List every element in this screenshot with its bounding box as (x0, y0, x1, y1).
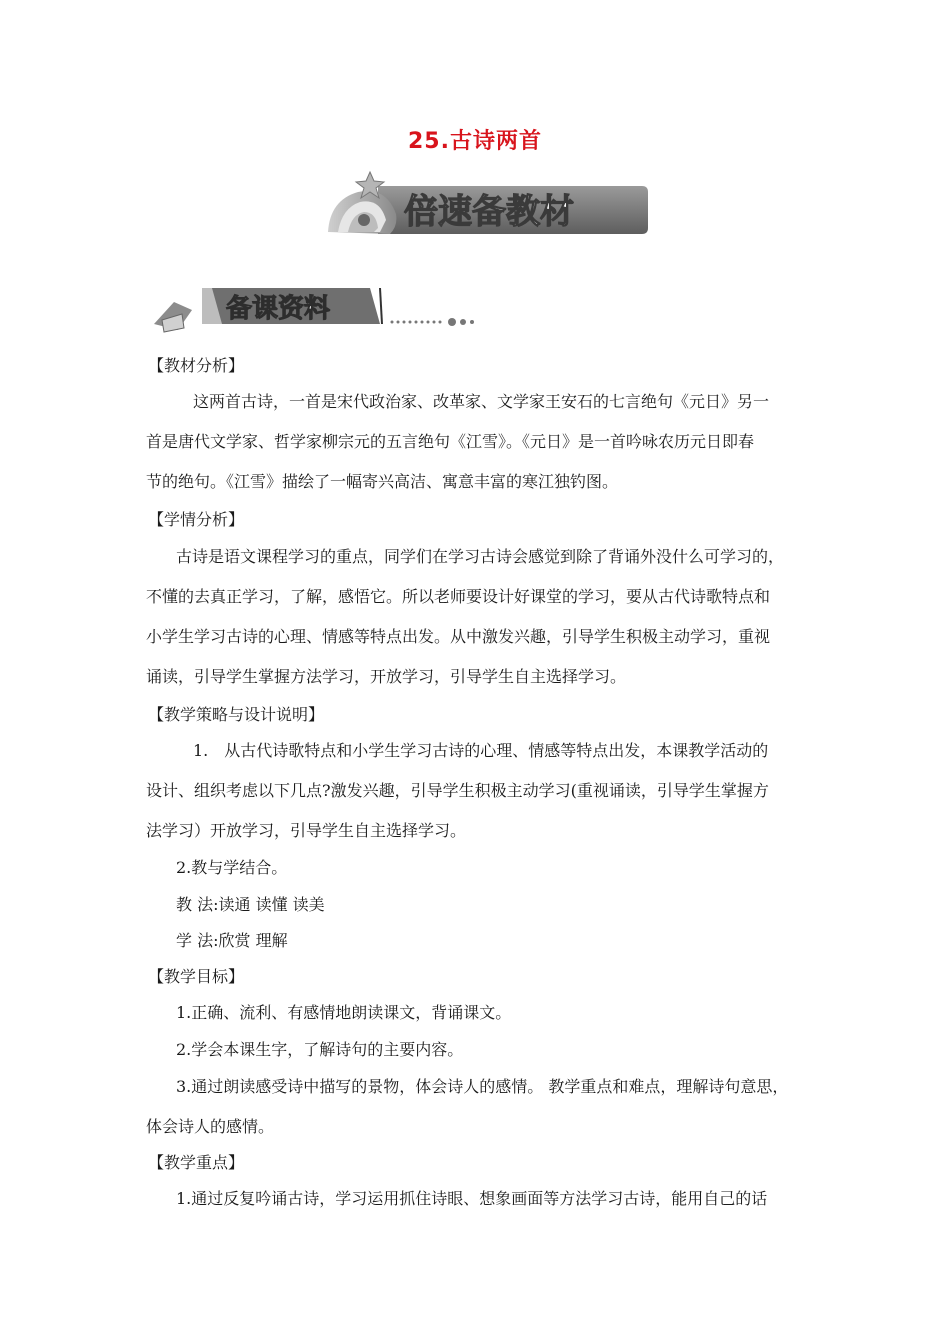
paragraph-line: 学 法:欣赏 理解 (176, 931, 288, 950)
paragraph-line: 1. 从古代诗歌特点和小学生学习古诗的心理、情感等特点出发，本课教学活动的 (193, 741, 769, 760)
section-heading-material: 【教材分析】 (148, 356, 245, 375)
paragraph-line: 3.通过朗读感受诗中描写的景物，体会诗人的感情。 教学重点和难点，理解诗句意思， (176, 1077, 789, 1096)
paragraph-line: 法学习）开放学习，引导学生自主选择学习。 (146, 821, 467, 840)
paragraph-line: 2.学会本课生字，了解诗句的主要内容。 (176, 1040, 464, 1059)
banner-text: 倍速备教材 (404, 192, 574, 232)
section-heading-strategy: 【教学策略与设计说明】 (148, 705, 325, 724)
paragraph-line: 1.通过反复吟诵古诗，学习运用抓住诗眼、想象画面等方法学习古诗，能用自己的话 (176, 1189, 768, 1208)
banner-graphic (320, 168, 650, 246)
section-heading-students: 【学情分析】 (148, 510, 245, 529)
paragraph-line: 2.教与学结合。 (176, 858, 288, 877)
paragraph-line: 这两首古诗，一首是宋代政治家、改革家、文学家王安石的七言绝句《元日》另一 (193, 392, 770, 411)
page-title: 25.古诗两首 (408, 129, 542, 154)
paragraph-line: 首是唐代文学家、哲学家柳宗元的五言绝句《江雪》。《元日》是一首吟咏农历元日即春 (146, 432, 755, 451)
paragraph-line: 教 法:读通 读懂 读美 (176, 895, 325, 914)
paragraph-line: 设计、组织考虑以下几点?激发兴趣，引导学生积极主动学习(重视诵读，引导学生掌握方 (146, 781, 769, 800)
section-heading-goals: 【教学目标】 (148, 967, 245, 986)
paragraph-line: 古诗是语文课程学习的重点，同学们在学习古诗会感觉到除了背诵外没什么可学习的， (176, 547, 785, 566)
dotted-line-icon (391, 318, 475, 326)
sub-banner (148, 280, 488, 338)
section-heading-keypoints: 【教学重点】 (148, 1153, 245, 1172)
section-banner (320, 168, 650, 246)
paragraph-line: 小学生学习古诗的心理、情感等特点出发。从中激发兴趣，引导学生积极主动学习，重视 (146, 627, 771, 646)
subbanner-graphic (148, 280, 488, 338)
paragraph-line: 1.正确、流利、有感情地朗读课文，背诵课文。 (176, 1003, 512, 1022)
paragraph-line: 体会诗人的感情。 (146, 1117, 275, 1136)
paragraph-line: 节的绝句。《江雪》描绘了一幅寄兴高洁、寓意丰富的寒江独钓图。 (146, 472, 619, 491)
paragraph-line: 诵读，引导学生掌握方法学习，开放学习，引导学生自主选择学习。 (146, 667, 627, 686)
subbanner-text: 备课资料 (226, 294, 331, 324)
paragraph-line: 不懂的去真正学习，了解，感悟它。所以老师要设计好课堂的学习，要从古代诗歌特点和 (146, 587, 771, 606)
dot-icon (358, 214, 370, 226)
